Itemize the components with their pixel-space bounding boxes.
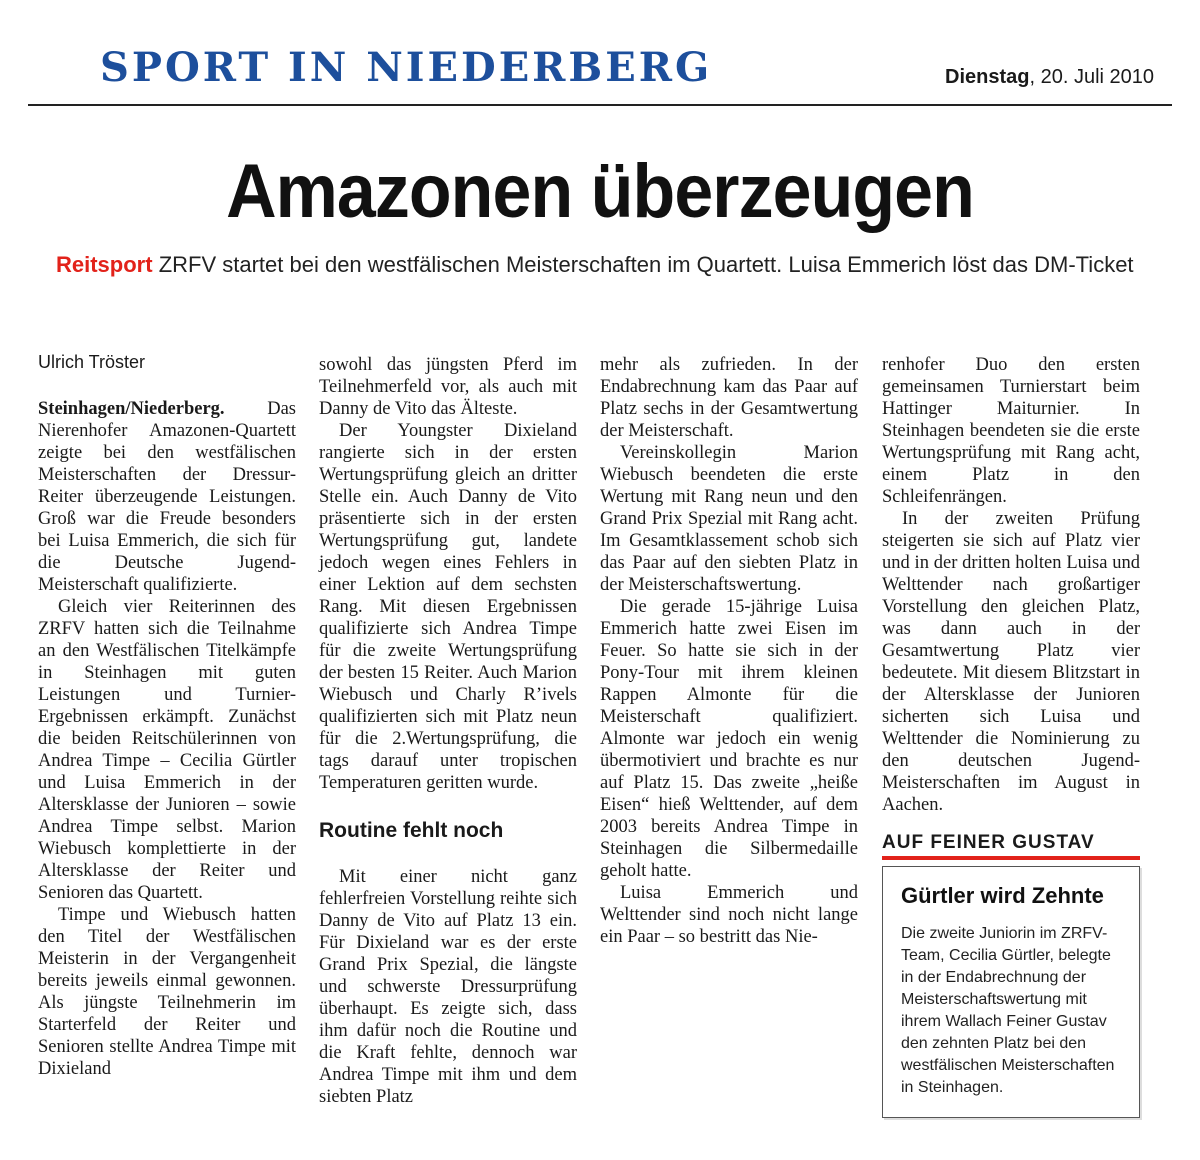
date-weekday: Dienstag: [945, 66, 1030, 88]
paragraph: Die gerade 15-jährige Luisa Emmerich hatte zwei Eisen im Feuer. So hatte sie sich in der Pony-Tour mit ihrem kleinen Rappen Almonte für die Meisterschaft qualifiziert. Almonte war jedoch ein wenig übermotiviert und brachte es nur auf Platz 15. Das zweite „heiße Eisen“ hieß Welttender, auf dem 2003 bereits Andrea Timpe in Steinhagen die Silbermedaille geholt hatte.: [600, 597, 858, 881]
article-column-2: [319, 354, 577, 1108]
infobox-title: Gürtler wird Zehnte: [901, 883, 1104, 908]
infobox-text: Die zweite Juniorin im ZRFV-Team, Cecilia Gürtler, belegte in der Endabrechnung der Meisterschaftswertung mit ihrem Wallach Feiner Gustav den zehnten Platz bei den westfälischen Meisterschaften in Steinhagen.: [901, 925, 1115, 1096]
kicker: Reitsport: [56, 252, 153, 277]
header-rule: [28, 104, 1172, 106]
paragraph: mehr als zufrieden. In der Endabrechnung kam das Paar auf Platz sechs in der Gesamtwertung der Meisterschaft.: [600, 355, 858, 441]
article-column-3: [600, 354, 858, 948]
article-column-4: [882, 354, 1140, 816]
subline-text: ZRFV startet bei den westfälischen Meisterschaften im Quartett. Luisa Emmerich löst das DM-Ticket: [158, 252, 1134, 277]
author: Ulrich Tröster: [38, 352, 146, 372]
paragraph: renhofer Duo den ersten gemeinsamen Turnierstart beim Hattinger Maiturnier. In Steinhagen beendeten sie die erste Wertungsprüfung mit Rang acht, einem Platz in den Schleifenrängen.: [882, 355, 1140, 507]
paragraph: In der zweiten Prüfung steigerten sie sich auf Platz vier und in der dritten holten Luisa und Welttender nach großartiger Vorstellung den gleichen Platz, was dann auch in der Gesamtwertung Platz vier bedeutete. Mit diesem Blitzstart in der Altersklasse der Junioren sicherten sich Luisa und Welttender die Nominierung zu den deutschen Jugend-Meisterschaften im August in Aachen.: [882, 509, 1140, 815]
subline: [56, 252, 1134, 278]
infobox-rule: [882, 856, 1140, 860]
headline: Amazonen überzeugen: [226, 149, 974, 234]
dateline: Steinhagen/Niederberg.: [38, 399, 225, 419]
infobox-label: AUF FEINER GUSTAV: [882, 832, 1095, 853]
paragraph: Der Youngster Dixieland rangierte sich in der ersten Wertungsprüfung gleich an dritter Stelle ein. Auch Danny de Vito präsentierte sich in der ersten Wertungsprüfung gut, landete jedoch wegen eines Fehlers in einer Lektion auf dem sechsten Rang. Mit diesen Ergebnissen qualifizierte sich Andrea Timpe für die zweite Wertungsprüfung der besten 15 Reiter. Auch Marion Wiebusch und Charly R’ivels qualifizierten sich mit Platz neun für die 2.Wertungsprüfung, die tags darauf unter tropischen Temperaturen geritten wurde.: [319, 421, 577, 793]
publication-date: [945, 66, 1154, 89]
date-rest: , 20. Juli 2010: [1029, 66, 1154, 88]
paragraph: sowohl das jüngsten Pferd im Teilnehmerfeld vor, als auch mit Danny de Vito das Älteste.: [319, 355, 577, 419]
paragraph: Vereinskollegin Marion Wiebusch beendeten die erste Wertung mit Rang neun und den Grand Prix Spezial mit Rang acht. Im Gesamtklassement schob sich das Paar auf den siebten Platz in der Meisterschaftswertung.: [600, 443, 858, 595]
infobox: [882, 866, 1140, 1118]
article-column-1: [38, 398, 296, 1080]
paragraph-text: Das Nierenhofer Amazonen-Quartett zeigte bei den westfälischen Meisterschaften der Dressur-Reiter überzeugende Leistungen. Groß war die Freude besonders bei Luisa Emmerich, die sich für die Deutsche Jugend-Meisterschaft qualifizierte.: [38, 399, 296, 595]
paragraph: Gleich vier Reiterinnen des ZRFV hatten sich die Teilnahme an den Westfälischen Titelkämpfe in Steinhagen mit guten Leistungen und Turnier-Ergebnissen erkämpft. Zunächst die beiden Reitschülerinnen von Andrea Timpe – Cecilia Gürtler und Luisa Emmerich in der Altersklasse der Junioren – sowie Andrea Timpe selbst. Marion Wiebusch komplettierte in der Altersklasse der Reiter und Senioren das Quartett.: [38, 597, 296, 903]
subheading: Routine fehlt noch: [319, 819, 504, 842]
paragraph: Timpe und Wiebusch hatten den Titel der Westfälischen Meisterin in der Vergangenheit bereits jeweils einmal gewonnen. Als jüngste Teilnehmerin im Starterfeld der Reiter und Senioren stellte Andrea Timpe mit Dixieland: [38, 905, 296, 1079]
paragraph: Mit einer nicht ganz fehlerfreien Vorstellung reihte sich Danny de Vito auf Platz 13 ein. Für Dixieland war es der erste Grand Prix Spezial, die längste und schwerste Dressurprüfung überhaupt. Es zeigte sich, dass ihm dafür noch die Routine und die Kraft fehlte, dennoch war Andrea Timpe mit ihm und dem siebten Platz: [319, 867, 577, 1107]
paragraph: Luisa Emmerich und Welttender sind noch nicht lange ein Paar – so bestritt das Nie-: [600, 883, 858, 947]
paragraph: [38, 398, 296, 596]
section-title: SPORT IN NIEDERBERG: [100, 44, 713, 91]
